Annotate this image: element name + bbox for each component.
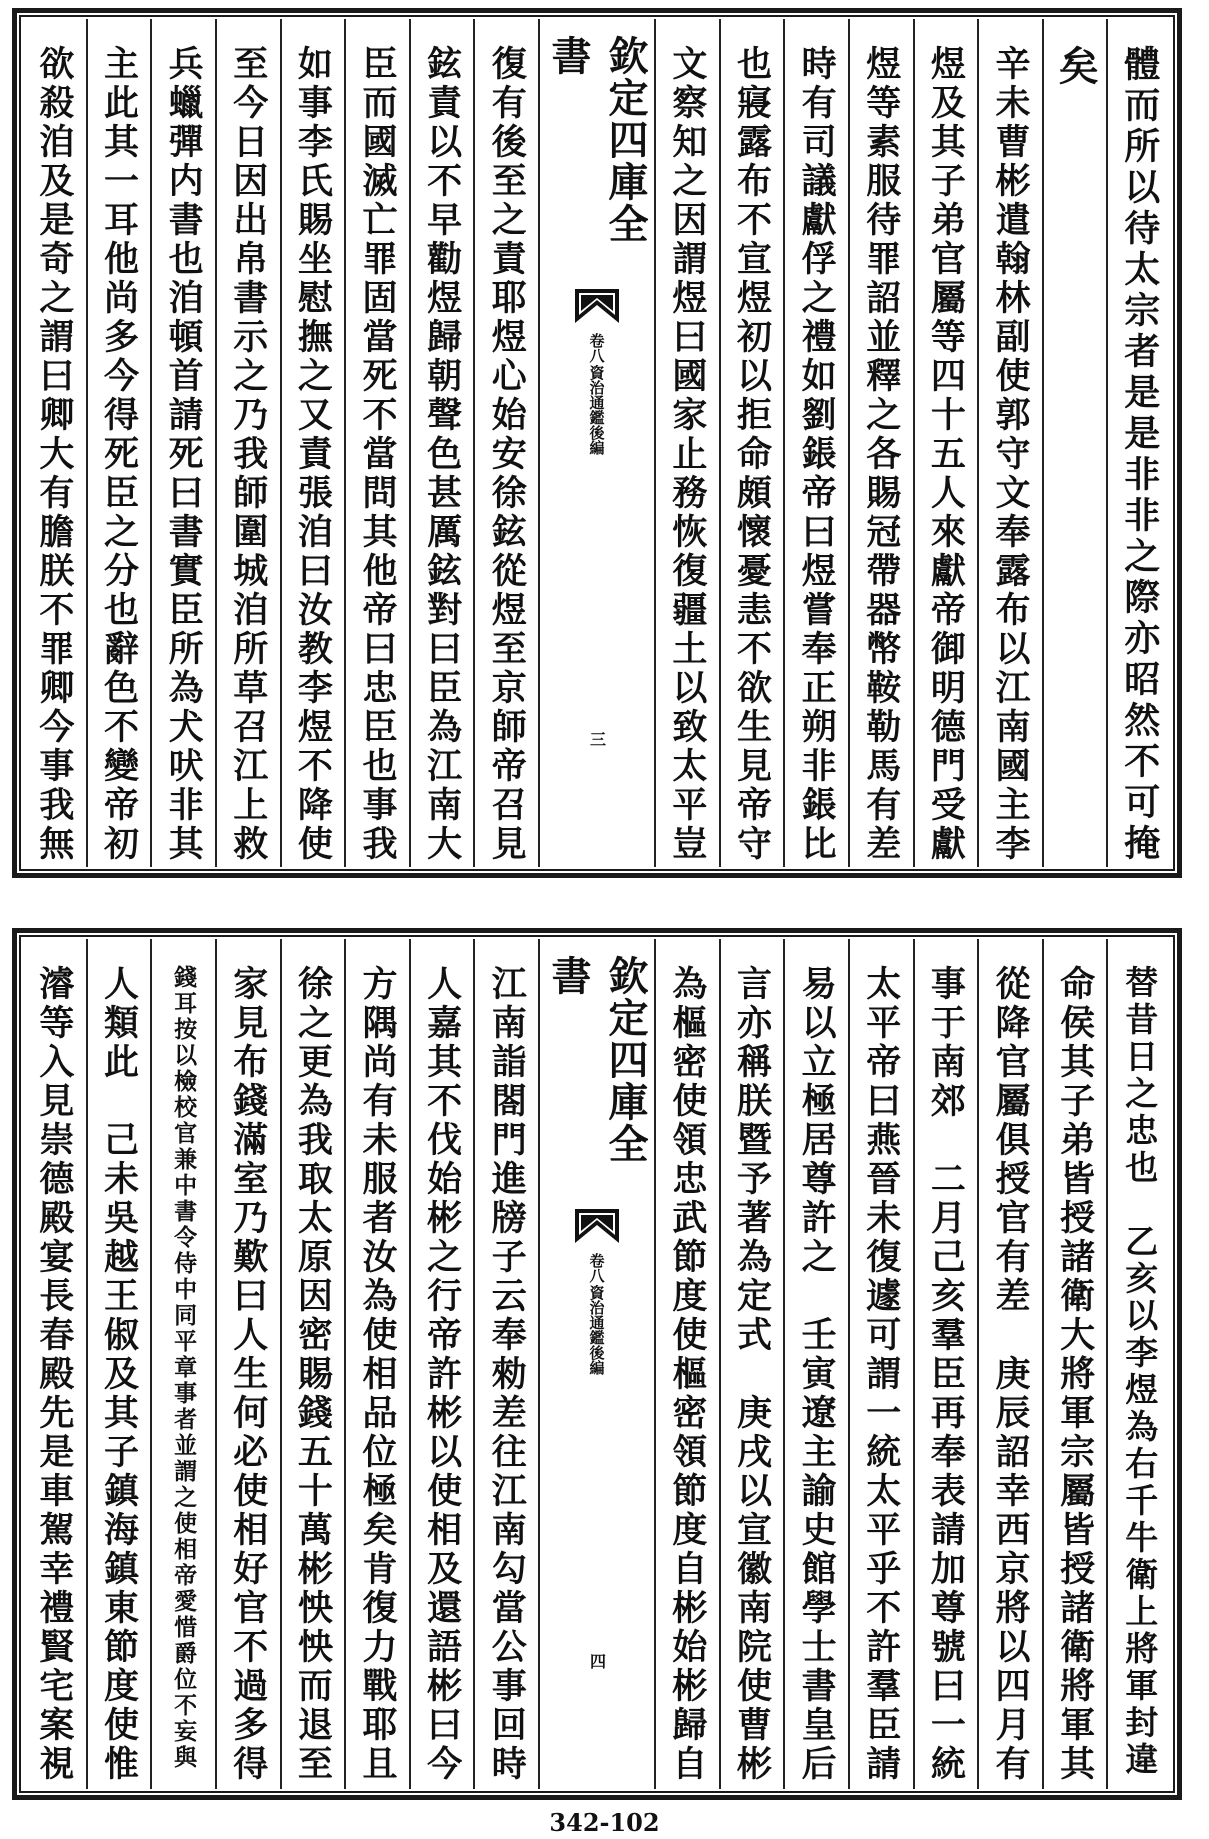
column-text: 江南詣閤門進牓子云奉勑差往江南勾當公事回時 — [486, 965, 528, 1784]
column-text: 煜及其子弟官屬等四十五人來獻帝御明德門受獻 — [925, 45, 967, 864]
text-column — [977, 19, 1042, 867]
text-column — [913, 19, 978, 867]
column-text: 方隅尚有未服者汝為使相品位極矣肯復力戰耶且 — [356, 965, 398, 1784]
text-column — [913, 939, 978, 1789]
page-footer-number: 342-102 — [549, 1808, 660, 1837]
text-column — [719, 939, 784, 1789]
column-text: 時有司議獻俘之禮如劉鋹帝曰煜嘗奉正朔非鋹比 — [796, 45, 838, 864]
subtitle-line: 資治通鑑後編 — [587, 365, 606, 455]
text-column — [1106, 939, 1171, 1789]
column-text: 矣 — [1052, 45, 1100, 90]
column-text: 從降官屬俱授官有差 庚辰詔幸西京將以四月有 — [989, 965, 1031, 1784]
column-text: 人類此 己未吳越王俶及其子鎮海鎮東節度使惟 — [98, 965, 140, 1784]
column-text: 也寢露布不宣煜初以拒命頗懷憂恚不欲生見帝守 — [731, 45, 773, 864]
text-column — [280, 19, 345, 867]
column-text: 錢耳按以檢校官兼中書令侍中同平章事者並謂之使相帝愛惜爵位不妄與 — [170, 965, 198, 1771]
column-text: 體而所以待太宗者是是非非之際亦昭然不可掩 — [1118, 45, 1161, 865]
column-grid — [23, 939, 1171, 1789]
fish-tail-mark-icon — [575, 289, 619, 325]
column-text: 人嘉其不伐始彬之行帝許彬以使相及還語彬曰今 — [421, 965, 463, 1784]
text-column — [409, 939, 474, 1789]
column-text: 兵蠟彈内書也洎頓首請死曰書實臣所為犬吠非其 — [163, 45, 205, 864]
column-text: 鉉責以不早勸煜歸朝聲色甚厲鉉對曰臣為江南大 — [421, 45, 463, 864]
text-column — [409, 19, 474, 867]
text-column — [1106, 19, 1171, 867]
page-panel-bottom — [12, 928, 1182, 1800]
center-subtitle — [587, 333, 608, 455]
column-text: 煜等素服待罪詔並釋之各賜冠帶器幣鞍勒馬有差 — [860, 45, 902, 864]
text-column — [344, 939, 409, 1789]
column-text: 臣而國滅亡罪固當死不當問其他帝曰忠臣也事我 — [356, 45, 398, 864]
text-column — [344, 19, 409, 867]
column-text: 替昔日之忠也 乙亥以李煜為右千牛衛上將軍封違 — [1120, 965, 1160, 1779]
subtitle-line: 資治通鑑後編 — [587, 1285, 606, 1375]
center-fold-column — [538, 19, 654, 867]
column-text: 主此其一耳他尚多今得死臣之分也辭色不變帝初 — [98, 45, 140, 864]
text-column — [86, 19, 151, 867]
subtitle-line: 卷八 — [587, 333, 606, 363]
column-text: 家見布錢滿室乃歎曰人生何必使相好官不過多得 — [227, 965, 269, 1784]
column-text: 事于南郊 二月己亥羣臣再奉表請加尊號曰一統 — [925, 965, 967, 1784]
column-text: 太平帝曰燕晉未復遽可謂一統太平乎不許羣臣請 — [860, 965, 902, 1784]
column-text: 易以立極居尊許之 壬寅遼主諭史館學士書皇后 — [796, 965, 838, 1784]
text-column — [719, 19, 784, 867]
text-column — [977, 939, 1042, 1789]
book-title: 欽定四庫全書 — [545, 955, 649, 1165]
folio-page-number: 四 — [587, 1653, 607, 1669]
text-column — [23, 19, 86, 867]
subtitle-line: 卷八 — [587, 1253, 606, 1283]
column-text: 言亦稱朕暨予著為定式 庚戌以宣徽南院使曹彬 — [731, 965, 773, 1784]
text-column — [1042, 19, 1107, 867]
book-title: 欽定四庫全書 — [545, 35, 649, 245]
text-column — [848, 939, 913, 1789]
text-column — [215, 939, 280, 1789]
text-column — [848, 19, 913, 867]
text-column — [215, 19, 280, 867]
column-text: 命侯其子弟皆授諸衛大將軍宗屬皆授諸衛將軍其 — [1054, 965, 1096, 1784]
fish-tail-mark-icon — [575, 1209, 619, 1245]
column-grid — [23, 19, 1171, 867]
text-column — [473, 19, 538, 867]
text-column — [1042, 939, 1107, 1789]
column-text: 文察知之因謂煜曰國家止務恢復疆土以致太平豈 — [666, 45, 708, 864]
column-text: 辛未曹彬遣翰林副使郭守文奉露布以江南國主李 — [989, 45, 1031, 864]
text-column — [783, 939, 848, 1789]
column-text: 濬等入見崇德殿宴長春殿先是車駕幸禮賢宅案視 — [33, 965, 75, 1784]
page-panel-top — [12, 8, 1182, 878]
column-text: 如事李氏賜坐慰撫之又責張洎曰汝教李煜不降使 — [292, 45, 334, 864]
text-column — [23, 939, 86, 1789]
text-column — [86, 939, 151, 1789]
text-column — [654, 19, 719, 867]
text-column — [150, 19, 215, 867]
center-fold-column — [538, 939, 654, 1789]
text-column — [654, 939, 719, 1789]
text-column — [280, 939, 345, 1789]
text-column — [783, 19, 848, 867]
column-text: 徐之更為我取太原因密賜錢五十萬彬怏怏而退至 — [292, 965, 334, 1784]
column-text: 復有後至之責耶煜心始安徐鉉從煜至京師帝召見 — [486, 45, 528, 864]
text-column — [150, 939, 215, 1789]
center-subtitle — [587, 1253, 608, 1375]
text-column — [473, 939, 538, 1789]
column-text: 為樞密使領忠武節度使樞密領節度自彬始彬歸自 — [666, 965, 708, 1784]
column-text: 欲殺洎及是奇之謂曰卿大有膽朕不罪卿今事我無 — [33, 45, 75, 864]
column-text: 至今日因出帛書示之乃我師圍城洎所草召江上救 — [227, 45, 269, 864]
folio-page-number: 三 — [587, 731, 607, 747]
